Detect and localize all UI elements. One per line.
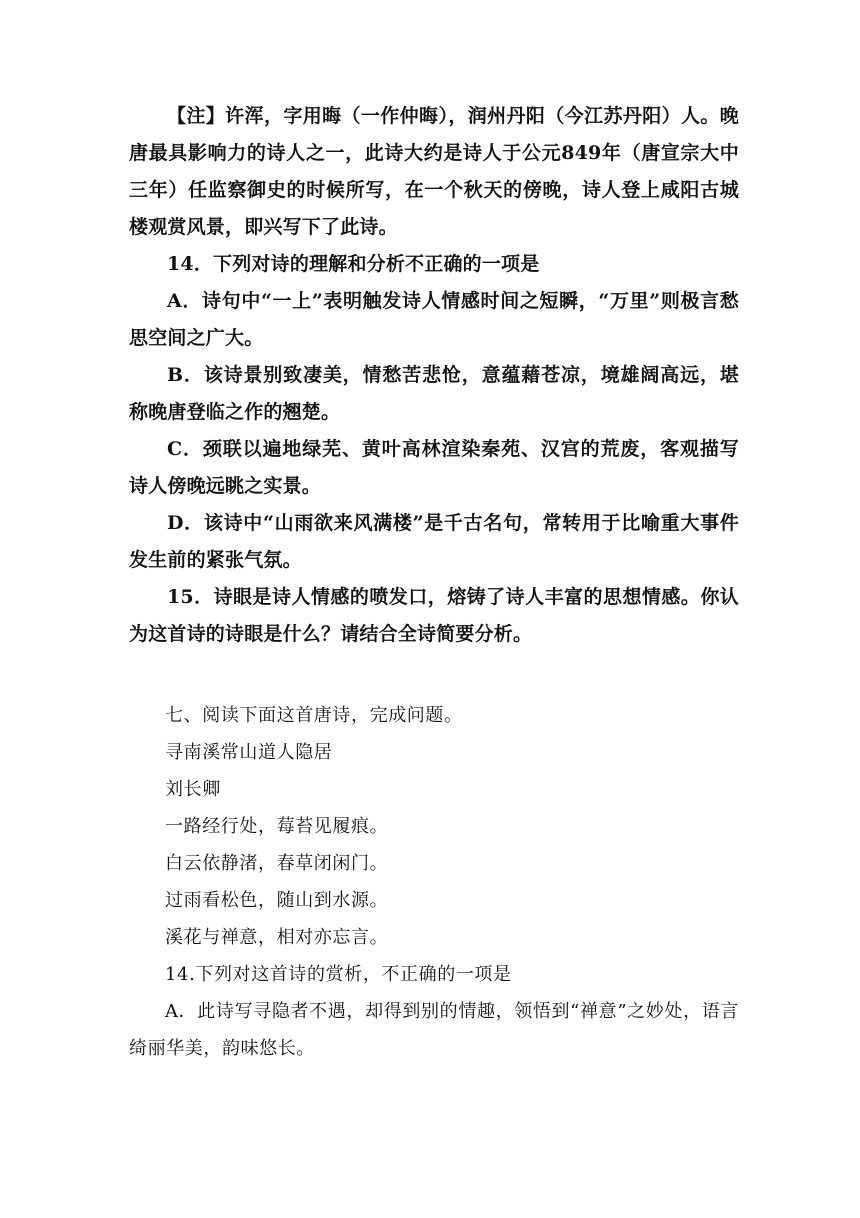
question-14-option-a: A．诗句中“一上”表明触发诗人情感时间之短瞬，“万里”则极言愁思空间之广大。 bbox=[129, 290, 739, 349]
question-14-option-c: C．颈联以遍地绿芜、黄叶高林渲染秦苑、汉宫的荒废，客观描写诗人傍晚远眺之实景。 bbox=[129, 438, 739, 497]
question-14-option-b: B．该诗景别致凄美，情愁苦悲怆，意蕴藉苍凉，境雄阔高远，堪称晚唐登临之作的翘楚。 bbox=[129, 364, 739, 423]
question-15-stem: 15．诗眼是诗人情感的喷发口，熔铸了诗人丰富的思想情感。你认为这首诗的诗眼是什么？请结合全诗简要分析。 bbox=[129, 586, 739, 645]
question-14-stem: 14.下列对这首诗的赏析，不正确的一项是 bbox=[165, 964, 512, 985]
poem-line: 一路经行处，莓苔见履痕。 bbox=[165, 816, 389, 837]
question-14-option-d: D．该诗中“山雨欲来风满楼”是千古名句，常转用于比喻重大事件发生前的紧张气氛。 bbox=[129, 512, 739, 571]
poem-notes-and-questions bbox=[129, 98, 739, 653]
question-14-stem: 14．下列对诗的理解和分析不正确的一项是 bbox=[167, 253, 540, 275]
poem-line: 过雨看松色，随山到水源。 bbox=[165, 890, 389, 911]
page-content bbox=[129, 98, 739, 1067]
poem-line: 溪花与禅意，相对亦忘言。 bbox=[165, 927, 389, 948]
poem-title: 寻南溪常山道人隐居 bbox=[165, 742, 333, 763]
section-seven bbox=[129, 697, 739, 1067]
question-14-option-a: A．此诗写寻隐者不遇，却得到别的情趣，领悟到“禅意”之妙处，语言绮丽华美，韵味悠长。 bbox=[129, 1001, 739, 1059]
poem-author: 刘长卿 bbox=[165, 779, 221, 800]
poet-note: 【注】许浑，字用晦（一作仲晦），润州丹阳（今江苏丹阳）人。晚唐最具影响力的诗人之一，此诗大约是诗人于公元849年（唐宣宗大中三年）任监察御史的时候所写，在一个秋天的傍晚，诗人登上咸阳古城楼观赏风景，即兴写下了此诗。 bbox=[129, 105, 739, 238]
section-heading: 七、阅读下面这首唐诗，完成问题。 bbox=[165, 705, 463, 726]
poem-line: 白云依静渚，春草闭闲门。 bbox=[165, 853, 389, 874]
